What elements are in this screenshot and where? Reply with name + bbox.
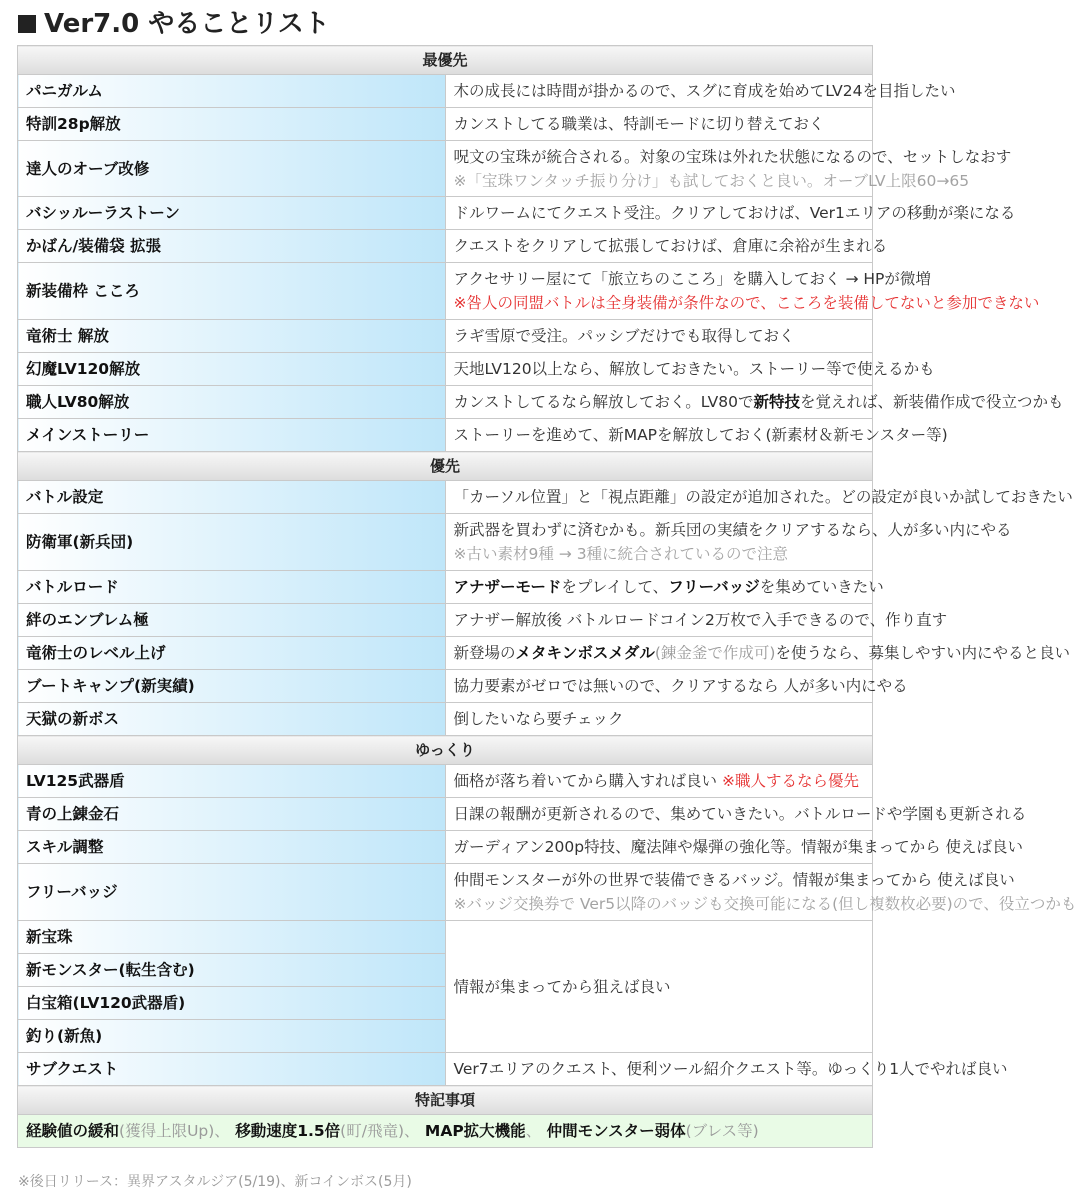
row-label: フリーバッジ xyxy=(18,864,446,921)
special-notes xyxy=(18,1115,873,1148)
row-desc xyxy=(445,386,1064,419)
row-desc-part: を使うなら、募集しやすい内にやると良い xyxy=(775,644,1070,662)
row-desc xyxy=(445,637,1070,670)
table-row xyxy=(18,604,873,637)
row-desc: 天地LV120以上なら、解放しておきたい。ストーリー等で使えるかも xyxy=(445,353,873,386)
row-label: LV125武器盾 xyxy=(18,765,446,798)
table-row xyxy=(18,230,873,263)
row-desc: 情報が集まってから狙えば良い xyxy=(445,921,873,1053)
row-label: 青の上錬金石 xyxy=(18,798,446,831)
table-row xyxy=(18,831,873,864)
row-desc: カンストしてる職業は、特訓モードに切り替えておく xyxy=(445,108,873,141)
row-desc: クエストをクリアして拡張しておけば、倉庫に余裕が生まれる xyxy=(445,230,873,263)
row-label: かばん/装備袋 拡張 xyxy=(18,230,446,263)
row-label: 新宝珠 xyxy=(18,921,446,954)
row-desc: Ver7エリアのクエスト、便利ツール紹介クエスト等。ゆっくり1人でやれば良い xyxy=(445,1053,873,1086)
row-label: 白宝箱(LV120武器盾) xyxy=(18,987,446,1020)
row-label: スキル調整 xyxy=(18,831,446,864)
special-item: 経験値の緩和 xyxy=(26,1122,120,1140)
todo-table xyxy=(17,45,1076,1148)
row-label: 防衛軍(新兵団) xyxy=(18,514,446,571)
table-row xyxy=(18,571,873,604)
table-row xyxy=(18,108,873,141)
row-desc xyxy=(445,263,1040,320)
section-header: ゆっくり xyxy=(18,736,873,765)
row-label: 天獄の新ボス xyxy=(18,703,446,736)
table-row xyxy=(18,75,873,108)
section-header: 優先 xyxy=(18,452,873,481)
table-row xyxy=(18,798,873,831)
special-item-note: (ブレス等) xyxy=(685,1122,759,1140)
row-label: ブートキャンプ(新実績) xyxy=(18,670,446,703)
row-note: ※古い素材9種 → 3種に統合されているので注意 xyxy=(453,545,789,563)
row-label: 達人のオーブ改修 xyxy=(18,141,446,197)
row-desc: ガーディアン200p特技、魔法陣や爆弾の強化等。情報が集まってから 使えば良い xyxy=(445,831,873,864)
special-item: 仲間モンスター弱体 xyxy=(546,1122,686,1140)
section-header-row xyxy=(18,736,873,765)
table-row xyxy=(18,514,873,571)
special-item-note: 、 xyxy=(525,1122,542,1140)
row-label: バトルロード xyxy=(18,571,446,604)
row-label: パニガルム xyxy=(18,75,446,108)
row-desc-main: アクセサリー屋にて「旅立ちのこころ」を購入しておく → HPが微増 xyxy=(453,270,931,288)
table-row xyxy=(18,1053,873,1086)
row-label: バトル設定 xyxy=(18,481,446,514)
special-item: MAP拡大機能 xyxy=(424,1122,526,1140)
row-label: 職人LV80解放 xyxy=(18,386,446,419)
row-label: 絆のエンブレム極 xyxy=(18,604,446,637)
row-desc-part: を覚えれば、新装備作成で役立つかも xyxy=(800,393,1064,411)
row-label: 新装備枠 こころ xyxy=(18,263,446,320)
row-desc xyxy=(445,571,884,604)
table-row xyxy=(18,765,873,798)
row-label: メインストーリー xyxy=(18,419,446,452)
footer-note: ※後日リリース：異界アスタルジア(5/19)、新コインボス(5月) xyxy=(18,1174,412,1190)
page-title xyxy=(18,6,330,42)
row-warning: ※職人するなら優先 xyxy=(721,772,859,790)
row-label: 新モンスター(転生含む) xyxy=(18,954,446,987)
special-item-note: (獲得上限Up)、 xyxy=(119,1122,230,1140)
row-desc: 「カーソル位置」と「視点距離」の設定が追加された。どの設定が良いか試しておきたい xyxy=(445,481,873,514)
row-desc-bold: フリーバッジ xyxy=(668,578,760,596)
section-header-row xyxy=(18,452,873,481)
row-desc xyxy=(445,514,1012,571)
row-label: 釣り(新魚) xyxy=(18,1020,446,1053)
row-label: 竜術士 解放 xyxy=(18,320,446,353)
row-desc xyxy=(445,765,873,798)
row-warning: ※咎人の同盟バトルは全身装備が条件なので、こころを装備してないと参加できない xyxy=(453,294,1040,312)
section-header: 最優先 xyxy=(18,46,873,75)
special-row xyxy=(18,1115,873,1148)
row-desc: ストーリーを進めて、新MAPを解放しておく(新素材＆新モンスター等) xyxy=(445,419,873,452)
row-label: 竜術士のレベル上げ xyxy=(18,637,446,670)
table-row xyxy=(18,670,873,703)
row-desc: ラギ雪原で受注。パッシブだけでも取得しておく xyxy=(445,320,873,353)
square-bullet-icon xyxy=(18,15,36,33)
row-desc-main: 新武器を買わずに済むかも。新兵団の実績をクリアするなら、人が多い内にやる xyxy=(453,521,1012,539)
row-desc-part: を集めていきたい xyxy=(759,578,884,596)
table-row xyxy=(18,921,873,954)
row-desc-main: 仲間モンスターが外の世界で装備できるバッジ。情報が集まってから 使えば良い xyxy=(453,871,1015,889)
table-row xyxy=(18,320,873,353)
row-desc-part: カンストしてるなら解放しておく。LV80で xyxy=(453,393,754,411)
table-row xyxy=(18,864,873,921)
table-row xyxy=(18,141,873,197)
row-desc xyxy=(445,864,1076,921)
row-label: サブクエスト xyxy=(18,1053,446,1086)
row-desc-bold: メタキンボスメダル xyxy=(515,644,655,662)
section-header-row xyxy=(18,1086,873,1115)
row-desc: 倒したいなら要チェック xyxy=(445,703,873,736)
row-desc: アナザー解放後 バトルロードコイン2万枚で入手できるので、作り直す xyxy=(445,604,873,637)
special-item: 移動速度1.5倍 xyxy=(235,1122,341,1140)
row-desc-part: 新登場の xyxy=(453,644,516,662)
row-note: ※「宝珠ワンタッチ振り分け」も試しておくと良い。オーブLV上限60→65 xyxy=(453,171,970,190)
row-desc-part: 価格が落ち着いてから購入すれば良い xyxy=(453,772,718,790)
row-desc-main: 呪文の宝珠が統合される。対象の宝珠は外れた状態になるので、セットしなおす xyxy=(453,147,1012,166)
row-desc: 協力要素がゼロでは無いので、クリアするなら 人が多い内にやる xyxy=(445,670,873,703)
table-row xyxy=(18,419,873,452)
section-header: 特記事項 xyxy=(18,1086,873,1115)
row-desc: ドルワームにてクエスト受注。クリアしておけば、Ver1エリアの移動が楽になる xyxy=(445,197,873,230)
special-item-note: (町/飛竜)、 xyxy=(340,1122,420,1140)
table-row xyxy=(18,637,873,670)
row-note: ※バッジ交換券で Ver5以降のバッジも交換可能になる(但し複数枚必要)ので、役立つかも xyxy=(453,895,1076,913)
row-label: 特訓28p解放 xyxy=(18,108,446,141)
row-desc-note: (錬金釜で作成可) xyxy=(654,644,776,662)
row-desc-part: をプレイして、 xyxy=(561,578,669,596)
section-header-row xyxy=(18,46,873,75)
row-desc-bold: アナザーモード xyxy=(453,578,562,596)
page-title-text: Ver7.0 やることリスト xyxy=(44,9,330,39)
row-desc xyxy=(445,141,1012,197)
row-desc: 日課の報酬が更新されるので、集めていきたい。バトルロードや学園も更新される xyxy=(445,798,873,831)
table-row xyxy=(18,197,873,230)
row-desc: 木の成長には時間が掛かるので、スグに育成を始めてLV24を目指したい xyxy=(445,75,873,108)
table-row xyxy=(18,386,873,419)
table-row xyxy=(18,353,873,386)
row-label: 幻魔LV120解放 xyxy=(18,353,446,386)
row-label: バシッルーラストーン xyxy=(18,197,446,230)
table-row xyxy=(18,703,873,736)
table-row xyxy=(18,263,873,320)
table-row xyxy=(18,481,873,514)
row-desc-bold: 新特技 xyxy=(753,393,801,411)
